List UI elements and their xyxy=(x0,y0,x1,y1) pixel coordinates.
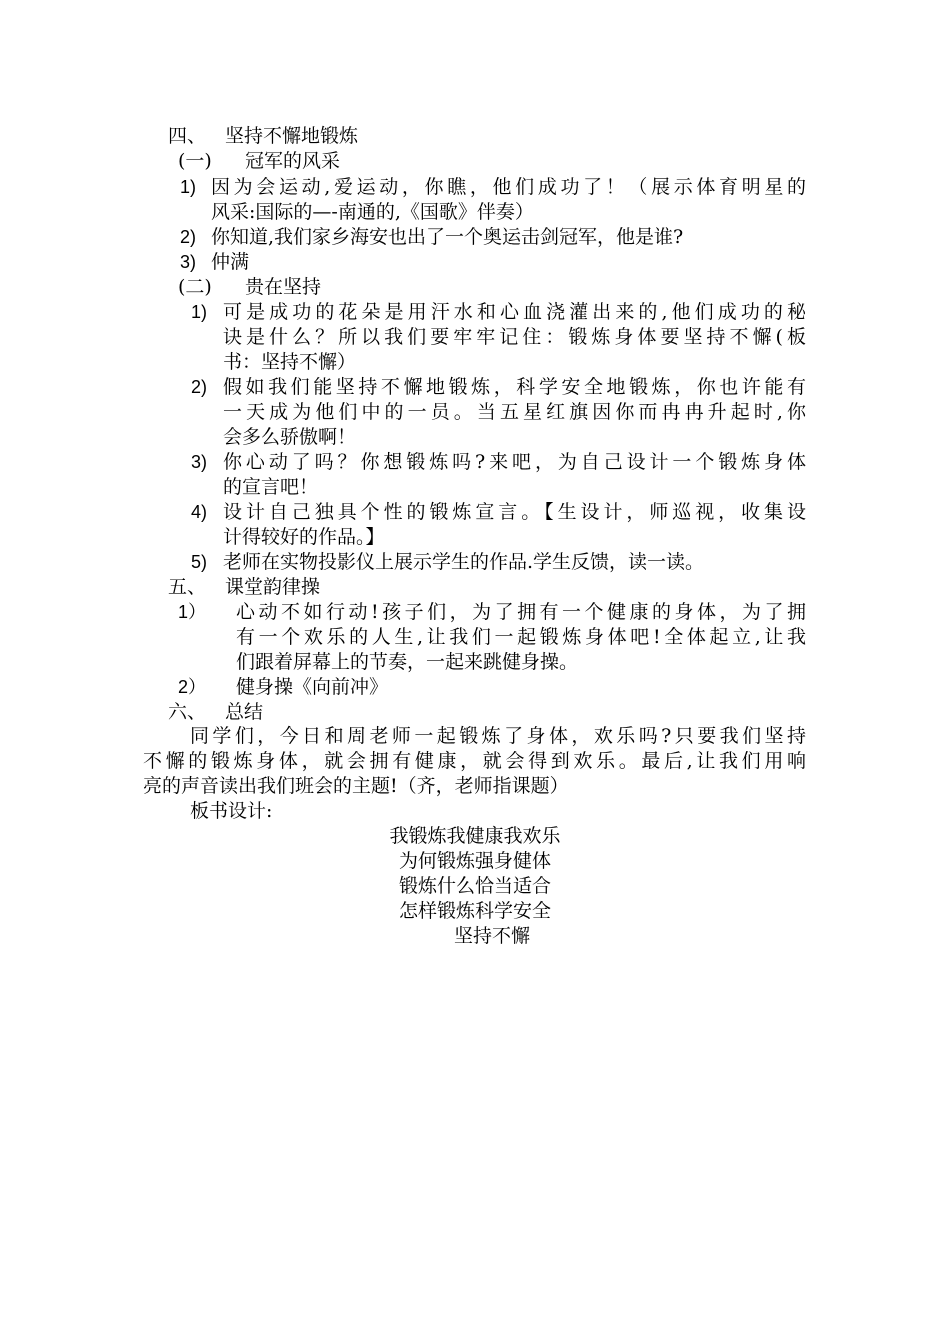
section4-title: 坚持不懈地锻炼 xyxy=(225,125,359,147)
sub1-item2-line1: 你知道,我们家乡海安也出了一个奥运击剑冠军，他是谁? xyxy=(211,226,684,248)
summary-line3: 亮的声音读出我们班会的主题!（齐，老师指课题） xyxy=(143,775,569,797)
section4-marker: 四、 xyxy=(168,125,207,147)
sub2-item2-number: 2) xyxy=(191,377,208,397)
board-design-label: 板书设计: xyxy=(190,800,273,822)
sub1-item3-line1: 仲满 xyxy=(211,251,250,273)
sub2-item1-number: 1) xyxy=(191,302,208,322)
sub2-item1-line2: 诀是什么？所以我们要牢牢记住：锻炼身体要坚持不懈(板 xyxy=(223,326,806,348)
sub2-item2-line1: 假如我们能坚持不懈地锻炼，科学安全地锻炼，你也许能有 xyxy=(223,376,806,398)
section5-item1-line3: 们跟着屏幕上的节奏，一起来跳健身操。 xyxy=(236,651,579,673)
board-line-1: 我锻炼我健康我欢乐 xyxy=(389,825,561,847)
sub2-item4-number: 4) xyxy=(191,502,208,522)
section5-item1-line1: 心动不如行动!孩子们，为了拥有一个健康的身体，为了拥 xyxy=(236,601,806,623)
sub1-title: 冠军的风采 xyxy=(245,150,341,172)
board-line-3: 锻炼什么恰当适合 xyxy=(398,875,551,897)
section5-item2-line1: 健身操《向前冲》 xyxy=(236,676,389,698)
summary-line1: 同学们，今日和周老师一起锻炼了身体，欢乐吗?只要我们坚持 xyxy=(190,725,806,747)
sub1-item2-number: 2) xyxy=(180,227,197,247)
sub2-item1-line1: 可是成功的花朵是用汗水和心血浇灌出来的,他们成功的秘 xyxy=(223,301,806,323)
sub2-item5-number: 5) xyxy=(191,552,208,572)
board-line-5: 坚持不懈 xyxy=(454,925,531,947)
section5-marker: 五、 xyxy=(168,576,207,598)
section6-title: 总结 xyxy=(225,701,264,723)
sub1-item3-number: 3) xyxy=(180,252,197,272)
sub2-item4-line2: 计得较好的作品。】 xyxy=(223,526,385,548)
section5-title: 课堂韵律操 xyxy=(225,576,321,598)
sub1-item1-line1: 因为会运动,爱运动，你瞧，他们成功了！（展示体育明星的 xyxy=(211,176,806,198)
sub2-item1-line3: 书：坚持不懈） xyxy=(223,351,357,373)
sub1-item1-number: 1) xyxy=(180,177,197,197)
sub2-item3-number: 3) xyxy=(191,452,208,472)
sub2-item5-line1: 老师在实物投影仪上展示学生的作品.学生反馈，读一读。 xyxy=(223,551,705,573)
sub2-item3-line1: 你心动了吗？你想锻炼吗?来吧，为自己设计一个锻炼身体 xyxy=(223,451,806,473)
sub2-item3-line2: 的宣言吧！ xyxy=(223,476,319,498)
sub2-item2-line2: 一天成为他们中的一员。当五星红旗因你而冉冉升起时,你 xyxy=(223,401,806,423)
section5-item2-number: 2） xyxy=(178,677,207,697)
sub2-item2-line3: 会多么骄傲啊！ xyxy=(223,426,357,448)
sub2-marker: (二) xyxy=(178,276,212,298)
sub2-title: 贵在坚持 xyxy=(245,276,322,298)
sub1-marker: (一) xyxy=(178,150,212,172)
section5-item1-number: 1） xyxy=(178,602,207,622)
board-line-2: 为何锻炼强身健体 xyxy=(398,850,551,872)
summary-line2: 不懈的锻炼身体，就会拥有健康，就会得到欢乐。最后,让我们用响 xyxy=(143,750,806,772)
sub1-item1-line2: 风采:国际的—-南通的,《国歌》伴奏） xyxy=(211,201,534,223)
section5-item1-line2: 有一个欢乐的人生,让我们一起锻炼身体吧!全体起立,让我 xyxy=(236,626,806,648)
board-line-4: 怎样锻炼科学安全 xyxy=(398,900,551,922)
sub2-item4-line1: 设计自己独具个性的锻炼宣言。【生设计，师巡视，收集设 xyxy=(223,501,806,523)
section6-marker: 六、 xyxy=(168,701,207,723)
